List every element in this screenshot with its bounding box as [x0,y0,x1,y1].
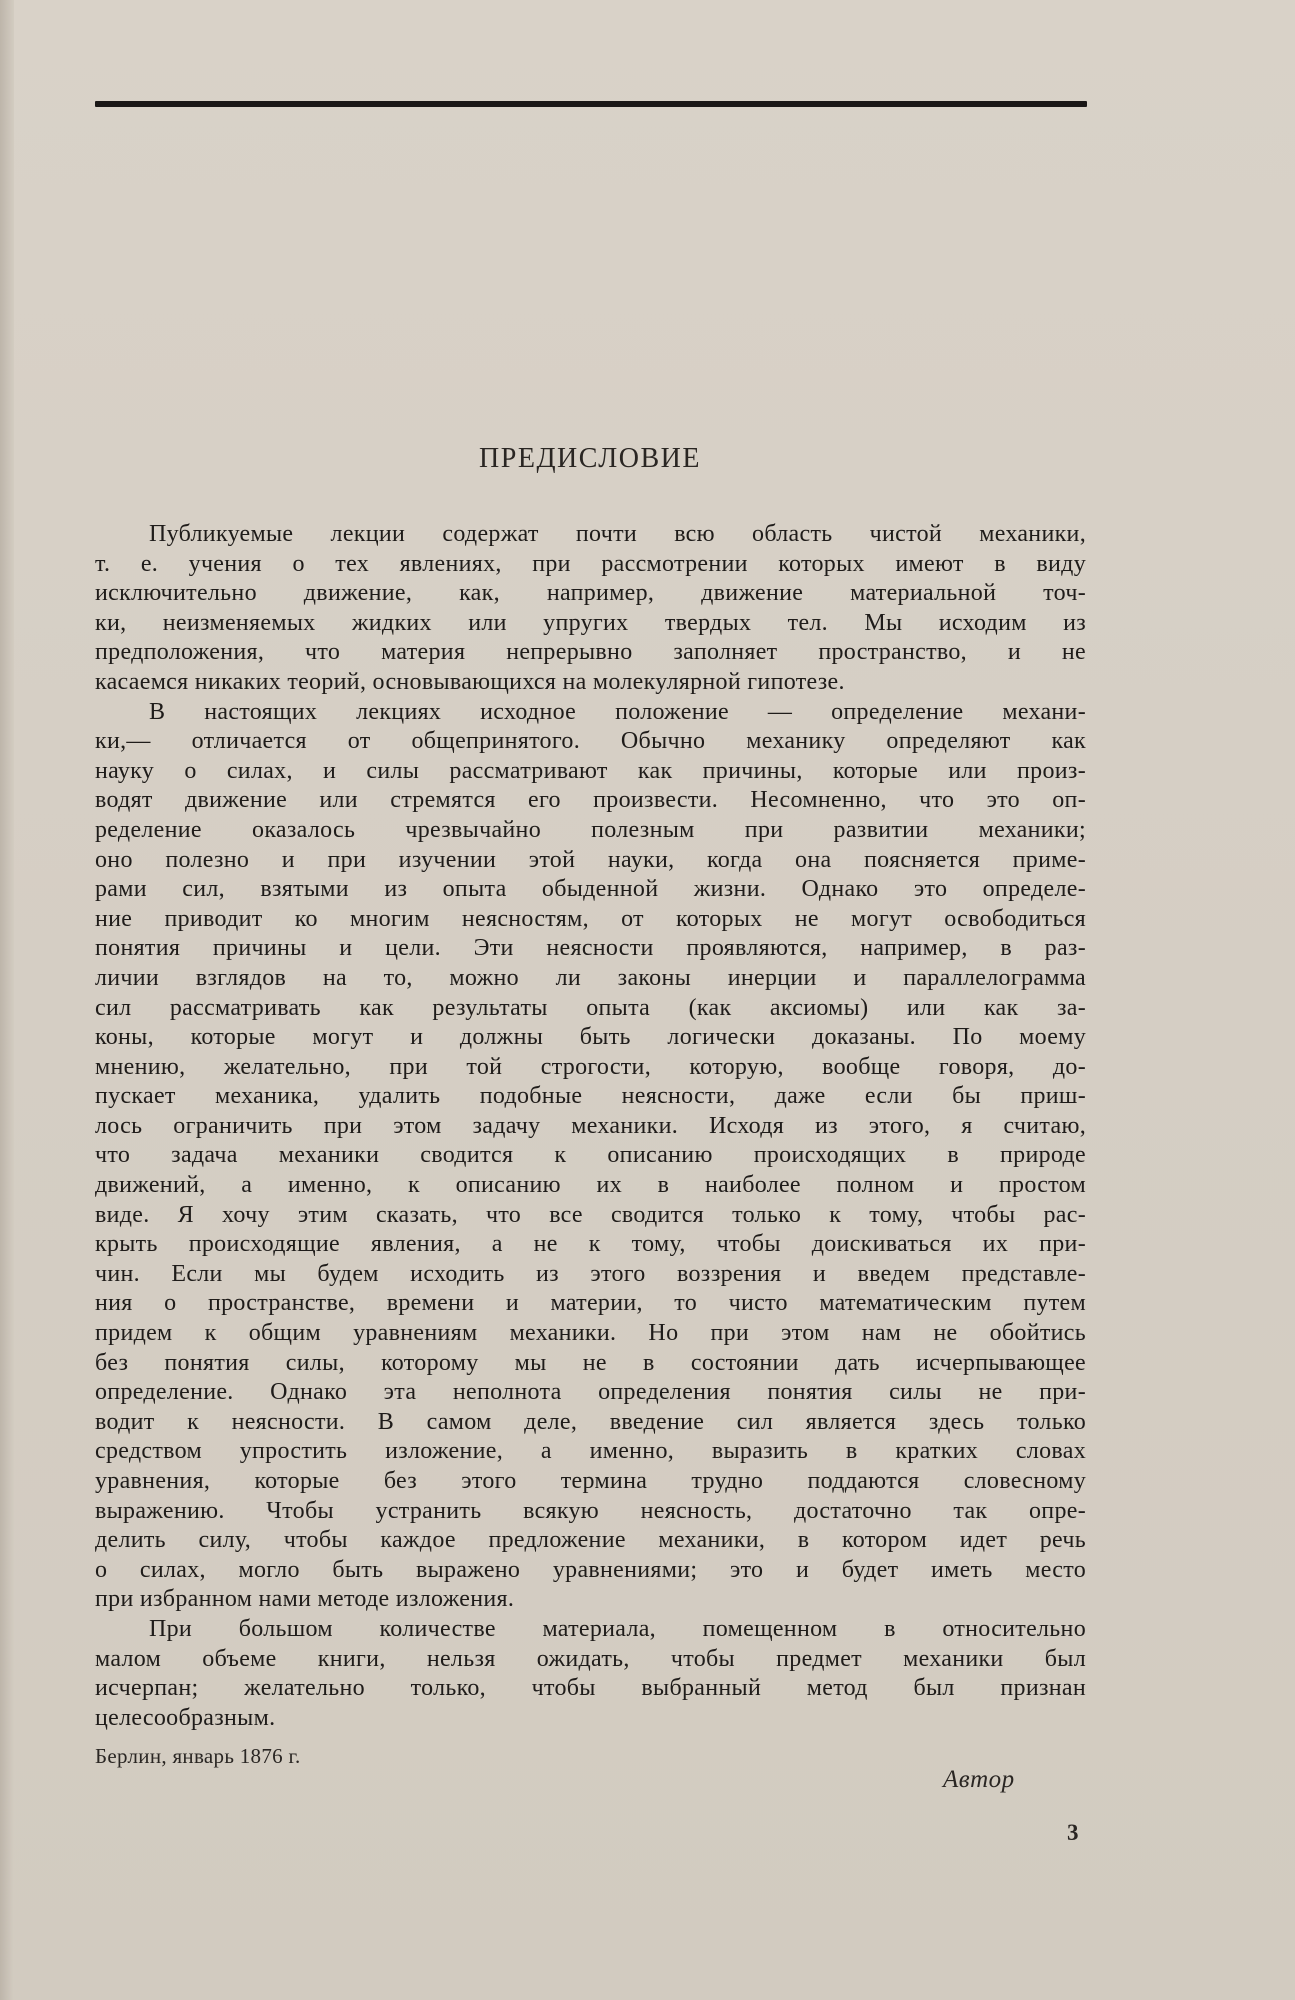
text-line: ния о пространстве, времени и материи, то чисто математическим путем [95,1290,1086,1317]
date-line: Берлин, январь 1876 г. [95,1744,301,1768]
text-line: крыть происходящие явления, а не к тому, чтобы доискиваться их при- [95,1231,1086,1258]
text-line: ределение оказалось чрезвычайно полезным при развитии механики; [95,816,1086,843]
page-number: 3 [1067,1820,1079,1845]
text-line: чин. Если мы будем исходить из этого воззрения и введем представле- [95,1260,1086,1287]
text-line: средством упростить изложение, а именно, выразить в кратких словах [95,1438,1086,1465]
text-line: ки,— отличается от общепринятого. Обычно механику определяют как [95,728,1086,755]
text-line: В настоящих лекциях исходное положение — определение механи- [149,698,1086,725]
text-line: малом объеме книги, нельзя ожидать, чтобы предмет механики был [95,1645,1086,1672]
text-line: виде. Я хочу этим сказать, что все сводится только к тому, чтобы рас- [95,1201,1086,1228]
text-line: пускает механика, удалить подобные неясности, даже если бы приш- [95,1083,1086,1110]
text-line: без понятия силы, которому мы не в состоянии дать исчерпывающее [95,1349,1086,1376]
header-rule [95,101,1087,107]
text-line: выражению. Чтобы устранить всякую неясность, достаточно так опре- [95,1497,1086,1524]
text-line: целесообразным. [95,1704,276,1731]
text-line: движений, а именно, к описанию их в наиболее полном и простом [95,1172,1086,1199]
text-line: науку о силах, и силы рассматривают как причины, которые или произ- [95,757,1086,784]
text-line: делить силу, чтобы каждое предложение механики, в котором идет речь [95,1527,1086,1554]
text-line: исчерпан; желательно только, чтобы выбранный метод был признан [95,1675,1086,1702]
text-line: т. е. учения о тех явлениях, при рассмотрении которых имеют в виду [95,550,1086,577]
text-line: при избранном нами методе изложения. [95,1586,515,1613]
preface-body [95,520,1086,1733]
text-line: уравнения, которые без этого термина трудно поддаются словесному [95,1468,1086,1494]
text-line: понятия причины и цели. Эти неясности проявляются, например, в раз- [95,935,1086,962]
text-line: мнению, желательно, при той строгости, которую, вообще говоря, до- [95,1053,1086,1080]
text-line: личии взглядов на то, можно ли законы инерции и параллелограмма [95,964,1086,991]
text-line: При большом количестве материала, помещенном в относительно [149,1615,1086,1642]
text-line: что задача механики сводится к описанию происходящих в природе [95,1142,1086,1169]
text-line: оно полезно и при изучении этой науки, когда она поясняется приме- [95,846,1086,873]
text-line: о силах, могло быть выражено уравнениями; это и будет иметь место [95,1556,1086,1583]
author-signature: Автор [943,1766,1015,1793]
text-line: Публикуемые лекции содержат почти всю область чистой механики, [149,521,1086,547]
text-line: сил рассматривать как результаты опыта (как аксиомы) или как за- [95,994,1086,1021]
page-edge-shadow [0,0,14,2000]
text-line: придем к общим уравнениям механики. Но при этом нам не обойтись [95,1320,1086,1347]
text-line: коны, которые могут и должны быть логически доказаны. По моему [95,1024,1086,1051]
text-line: ние приводит ко многим неясностям, от которых не могут освободиться [95,905,1086,932]
text-line: определение. Однако эта неполнота определения понятия силы не при- [95,1379,1086,1406]
page-title: ПРЕДИСЛОВИЕ [479,443,701,474]
text-line: ки, неизменяемых жидких или упругих твердых тел. Мы исходим из [95,609,1086,636]
text-line: касаемся никаких теорий, основывающихся на молекулярной гипотезе. [95,668,845,695]
text-line: лось ограничить при этом задачу механики. Исходя из этого, я считаю, [95,1112,1086,1139]
text-line: предположения, что материя непрерывно заполняет пространство, и не [95,639,1086,666]
text-line: водят движение или стремятся его произвести. Несомненно, что это оп- [95,787,1086,814]
text-line: водит к неясности. В самом деле, введение сил является здесь только [95,1408,1086,1435]
text-line: рами сил, взятыми из опыта обыденной жизни. Однако это определе- [95,876,1086,903]
text-line: исключительно движение, как, например, движение материальной точ- [95,580,1086,607]
